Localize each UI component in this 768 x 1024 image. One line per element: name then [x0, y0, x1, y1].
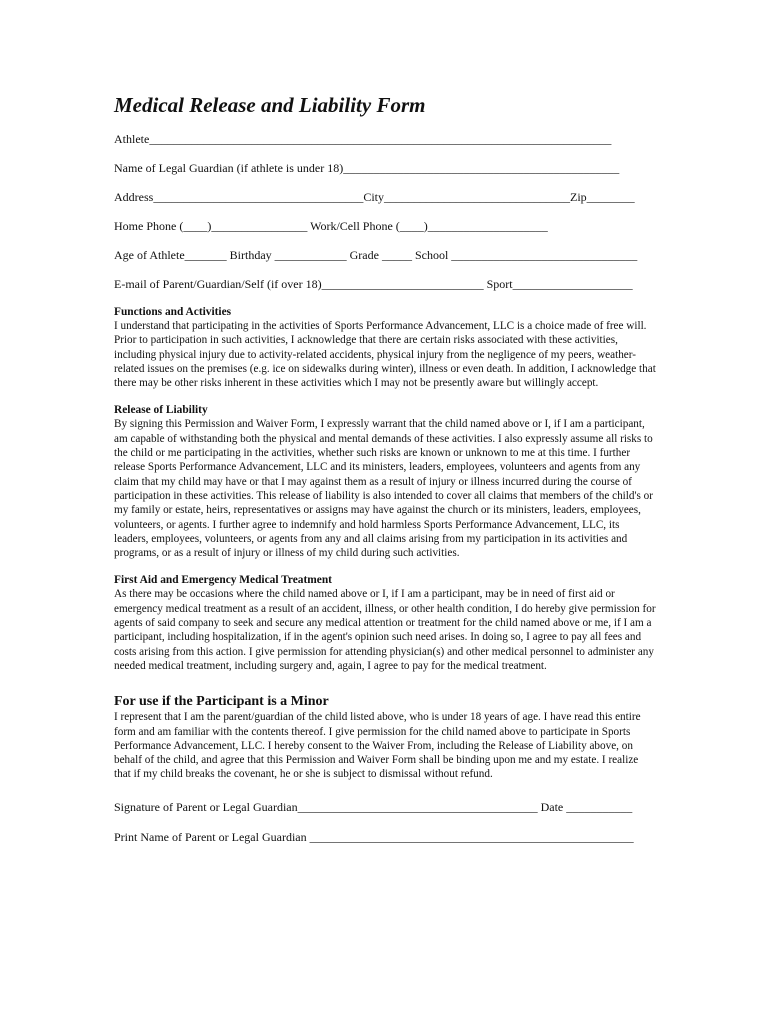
guardian-field[interactable]: Name of Legal Guardian (if athlete is under 18)______________________________________________: [114, 161, 620, 175]
first-aid-body: As there may be occasions where the child named above or I, if I am a participant, may be in need of first aid or emergency medical treatment as a result of an accident, illness, or other health condition, I do hereby give permission for agents of said company to seek and secure any medical attention or treatment for the child named above or me, if I am a participant, including hospitalization, if in the agent's opinion such need arises. In doing so, I agree to pay all fees and costs arising from this action. I give permission for attending physician(s) and other medical personnel to administer any needed medical treatment, including surgery and, again, I agree to pay for the medical treatment.: [114, 588, 656, 672]
release-heading: Release of Liability: [114, 404, 208, 417]
functions-heading: Functions and Activities: [114, 306, 232, 318]
minor-section: [114, 693, 656, 781]
release-section: [114, 403, 656, 560]
functions-body: I understand that participating in the activities of Sports Performance Advancement, LLC is a choice made of free will. Prior to participation in such activities, I acknowledge that there are certain risks associated with these activities, including physical injury due to activity-related accidents, physical injury from the negligence of my peers, weather-related issues on the premises (e.g. ice on sidewalks during winter), illness or even death. In addition, I acknowledge that there may be other risks inherent in these activities which I may not be presently aware but willingly accept.: [114, 320, 656, 390]
phone-field[interactable]: Home Phone (____)________________ Work/Cell Phone (____)____________________: [114, 219, 548, 233]
print-name-field[interactable]: Print Name of Parent or Legal Guardian ______________________________________________________: [114, 829, 634, 844]
minor-body: I represent that I am the parent/guardian of the child listed above, who is under 18 years of age. I have read this entire form and am familiar with the contents thereof. I give permission for the child named above to participate in Sports Performance Advancement, LLC. I hereby consent to the Waiver From, including the Release of Liability above, on behalf of the child, and agree that this Permission and Waiver Form shall be binding upon me and my estate. I realize that if my child breaks the covenant, he or she is subject to dismissal without refund.: [114, 711, 641, 781]
first-aid-section: [114, 573, 656, 673]
athlete-field[interactable]: Athlete_____________________________________________________________________________: [114, 132, 612, 146]
age-field[interactable]: Age of Athlete_______ Birthday ____________ Grade _____ School _______________________________: [114, 248, 638, 262]
first-aid-heading: First Aid and Emergency Medical Treatment: [114, 574, 332, 587]
minor-heading: For use if the Participant is a Minor: [114, 694, 329, 710]
release-body: By signing this Permission and Waiver Form, I expressly warrant that the child named above or I, if I am a participant, am capable of withstanding both the physical and mental demands of these activities. I also expressly assume all risks to the child or me participating in the activities, whether such risks are known or unknown to me at this time. I further release Sports Performance Advancement, LLC and its ministers, leaders, employees, volunteers and agents from any claim that my child may have or that I may against them as a result of injury or illness incurred during the course of participation in these activities. This release of liability is also intended to cover all claims that members of the child's or my family or estate, heirs, representatives or assigns may have against the church or its ministers, leaders, employees, volunteers, or agents. I further agree to indemnify and hold harmless Sports Performance Advancement, LLC, its leaders, employees, volunteers, or agents from any and all claims arising from my participation in its activities and programs, or as a result of injury or illness of my child during such activities.: [114, 418, 653, 560]
signature-field[interactable]: Signature of Parent or Legal Guardian________________________________________ Date ___________: [114, 799, 633, 814]
address-field[interactable]: Address___________________________________City_______________________________Zip________: [114, 190, 635, 204]
email-field[interactable]: E-mail of Parent/Guardian/Self (if over 18)___________________________ Sport____________________: [114, 277, 633, 291]
form-title: Medical Release and Liability Form: [114, 93, 426, 117]
functions-section: [114, 305, 656, 390]
